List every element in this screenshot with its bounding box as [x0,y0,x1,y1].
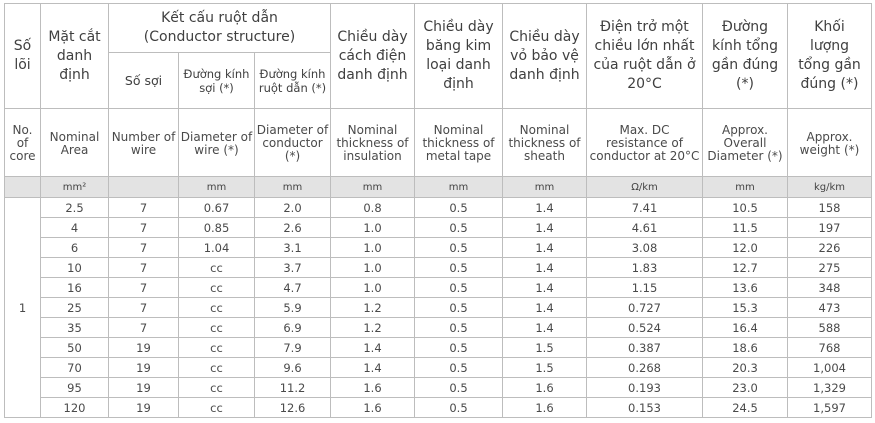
en-header-cell: Number of wire [109,109,179,177]
table-cell: 9.6 [255,358,331,378]
en-header-cell: No. of core [5,109,41,177]
table-cell: 7 [109,298,179,318]
en-header-cell: Max. DC resistance of conductor at 20°C [587,109,703,177]
table-cell: 95 [41,378,109,398]
table-cell: cc [179,258,255,278]
header-so-loi: Số lõi [5,4,41,109]
table-cell: 1.0 [331,278,415,298]
table-cell: 19 [109,398,179,418]
unit-cell: Ω/km [587,177,703,198]
table-cell: 120 [41,398,109,418]
table-cell: 0.5 [415,258,503,278]
table-cell: 16.4 [703,318,788,338]
table-cell: 1.2 [331,318,415,338]
table-cell: 12.6 [255,398,331,418]
header-duong-kinh-tong: Đường kính tổng gần đúng (*) [703,4,788,109]
table-cell: 10.5 [703,198,788,218]
table-row [5,218,872,238]
table-cell: 20.3 [703,358,788,378]
cable-spec-table [4,3,872,418]
table-cell: 275 [788,258,872,278]
unit-cell: mm [331,177,415,198]
table-row [5,378,872,398]
table-cell: 7.41 [587,198,703,218]
table-cell: 1.0 [331,218,415,238]
header-dien-tro: Điện trở một chiều lớn nhất của ruột dẫn ở 20°C [587,4,703,109]
table-row [5,278,872,298]
table-cell: 7 [109,238,179,258]
en-header-cell: Nominal thickness of sheath [503,109,587,177]
table-cell: 7 [109,318,179,338]
table-cell: cc [179,398,255,418]
table-cell: 0.5 [415,378,503,398]
table-cell: 1.4 [503,238,587,258]
en-header-cell: Nominal Area [41,109,109,177]
table-cell: 7 [109,218,179,238]
table-cell: 1.83 [587,258,703,278]
table-cell: 18.6 [703,338,788,358]
table-cell: 1.4 [503,218,587,238]
header-chieu-day-cach-dien: Chiều dày cách điện danh định [331,4,415,109]
table-cell: 19 [109,338,179,358]
table-row [5,298,872,318]
table-cell: 0.5 [415,218,503,238]
table-cell: 16 [41,278,109,298]
en-header-cell: Nominal thickness of insulation [331,109,415,177]
table-cell: 226 [788,238,872,258]
table-cell: 0.153 [587,398,703,418]
table-cell: 7 [109,278,179,298]
table-row [5,338,872,358]
table-row [5,238,872,258]
english-header-row [5,109,872,177]
table-row [5,198,872,218]
unit-cell: mm [415,177,503,198]
table-cell: 1.4 [503,298,587,318]
table-cell: 0.5 [415,238,503,258]
table-cell: 35 [41,318,109,338]
table-row [5,358,872,378]
table-cell: 1,597 [788,398,872,418]
table-cell: 3.1 [255,238,331,258]
table-cell: 4.61 [587,218,703,238]
unit-cell: kg/km [788,177,872,198]
table-cell: 0.524 [587,318,703,338]
vietnamese-header [5,4,872,109]
unit-cell [109,177,179,198]
table-cell: 3.08 [587,238,703,258]
table-cell: 6 [41,238,109,258]
table-row [5,398,872,418]
table-cell: 473 [788,298,872,318]
spec-table-wrapper [4,3,872,418]
table-cell: 0.387 [587,338,703,358]
table-cell: 7 [109,258,179,278]
unit-cell: mm [179,177,255,198]
table-cell: 1.5 [503,358,587,378]
table-cell: 348 [788,278,872,298]
table-cell: 0.727 [587,298,703,318]
table-cell: 12.0 [703,238,788,258]
table-cell: 13.6 [703,278,788,298]
header-duong-kinh-soi: Đường kính sợi (*) [179,53,255,109]
units-row [5,177,872,198]
table-cell: 0.5 [415,318,503,338]
table-cell: 2.5 [41,198,109,218]
table-cell: cc [179,298,255,318]
table-cell: 0.5 [415,298,503,318]
table-cell: 1,004 [788,358,872,378]
table-cell: 1.6 [503,378,587,398]
table-cell: 4 [41,218,109,238]
table-cell: 0.5 [415,358,503,378]
table-cell: 4.7 [255,278,331,298]
table-cell: 0.5 [415,278,503,298]
table-cell: 1.04 [179,238,255,258]
en-header-cell: Nominal thickness of metal tape [415,109,503,177]
table-cell: 6.9 [255,318,331,338]
table-cell: 0.5 [415,198,503,218]
table-cell: 1.4 [503,278,587,298]
table-cell: 0.193 [587,378,703,398]
table-cell: 0.8 [331,198,415,218]
unit-cell: mm² [41,177,109,198]
table-cell: 11.2 [255,378,331,398]
table-cell: 2.0 [255,198,331,218]
header-so-soi: Số sợi [109,53,179,109]
table-cell: 5.9 [255,298,331,318]
table-cell: 70 [41,358,109,378]
table-cell: 1.15 [587,278,703,298]
table-cell: 0.5 [415,338,503,358]
header-ket-cau [109,4,331,53]
table-cell: 1.4 [503,318,587,338]
en-header-cell: Approx. weight (*) [788,109,872,177]
table-cell: 197 [788,218,872,238]
table-cell: 1.0 [331,258,415,278]
table-cell: 1.6 [503,398,587,418]
header-ket-cau-vn: Kết cấu ruột dẫn [161,10,278,26]
en-header-cell: Diameter of conductor (*) [255,109,331,177]
en-header-cell: Approx. Overall Diameter (*) [703,109,788,177]
header-chieu-day-vo: Chiều dày vỏ bảo vệ danh định [503,4,587,109]
header-chieu-day-bang: Chiều dày băng kim loại danh định [415,4,503,109]
table-cell: 0.5 [415,398,503,418]
table-cell: 1.4 [503,258,587,278]
table-cell: 1.4 [331,358,415,378]
table-row [5,258,872,278]
en-header-cell: Diameter of wire (*) [179,109,255,177]
table-cell: 19 [109,378,179,398]
table-cell: 1,329 [788,378,872,398]
table-cell: 0.67 [179,198,255,218]
unit-cell [5,177,41,198]
table-cell: cc [179,338,255,358]
table-cell: 15.3 [703,298,788,318]
header-mat-cat: Mặt cắt danh định [41,4,109,109]
table-cell: 7.9 [255,338,331,358]
unit-cell: mm [703,177,788,198]
table-cell: 1.6 [331,398,415,418]
table-cell: 3.7 [255,258,331,278]
table-cell: 2.6 [255,218,331,238]
table-cell: 588 [788,318,872,338]
table-cell: 158 [788,198,872,218]
table-cell: cc [179,378,255,398]
table-cell: 1.4 [503,198,587,218]
table-cell: 10 [41,258,109,278]
table-cell: 1.4 [331,338,415,358]
header-duong-kinh-ruot: Đường kính ruột dẫn (*) [255,53,331,109]
header-ket-cau-en: (Conductor structure) [143,29,296,45]
table-cell: cc [179,278,255,298]
table-cell: 0.268 [587,358,703,378]
table-cell: 768 [788,338,872,358]
header-khoi-luong: Khối lượng tổng gần đúng (*) [788,4,872,109]
unit-cell: mm [255,177,331,198]
data-body [5,198,872,418]
table-row [5,318,872,338]
table-cell: cc [179,318,255,338]
table-cell: 11.5 [703,218,788,238]
table-cell: 1.6 [331,378,415,398]
table-cell: 25 [41,298,109,318]
table-cell: 1.0 [331,238,415,258]
table-cell: 1.2 [331,298,415,318]
core-count-cell: 1 [5,198,41,418]
unit-cell: mm [503,177,587,198]
table-cell: 24.5 [703,398,788,418]
table-cell: 19 [109,358,179,378]
table-cell: cc [179,358,255,378]
table-cell: 50 [41,338,109,358]
table-cell: 0.85 [179,218,255,238]
table-cell: 12.7 [703,258,788,278]
table-cell: 7 [109,198,179,218]
table-cell: 1.5 [503,338,587,358]
table-cell: 23.0 [703,378,788,398]
